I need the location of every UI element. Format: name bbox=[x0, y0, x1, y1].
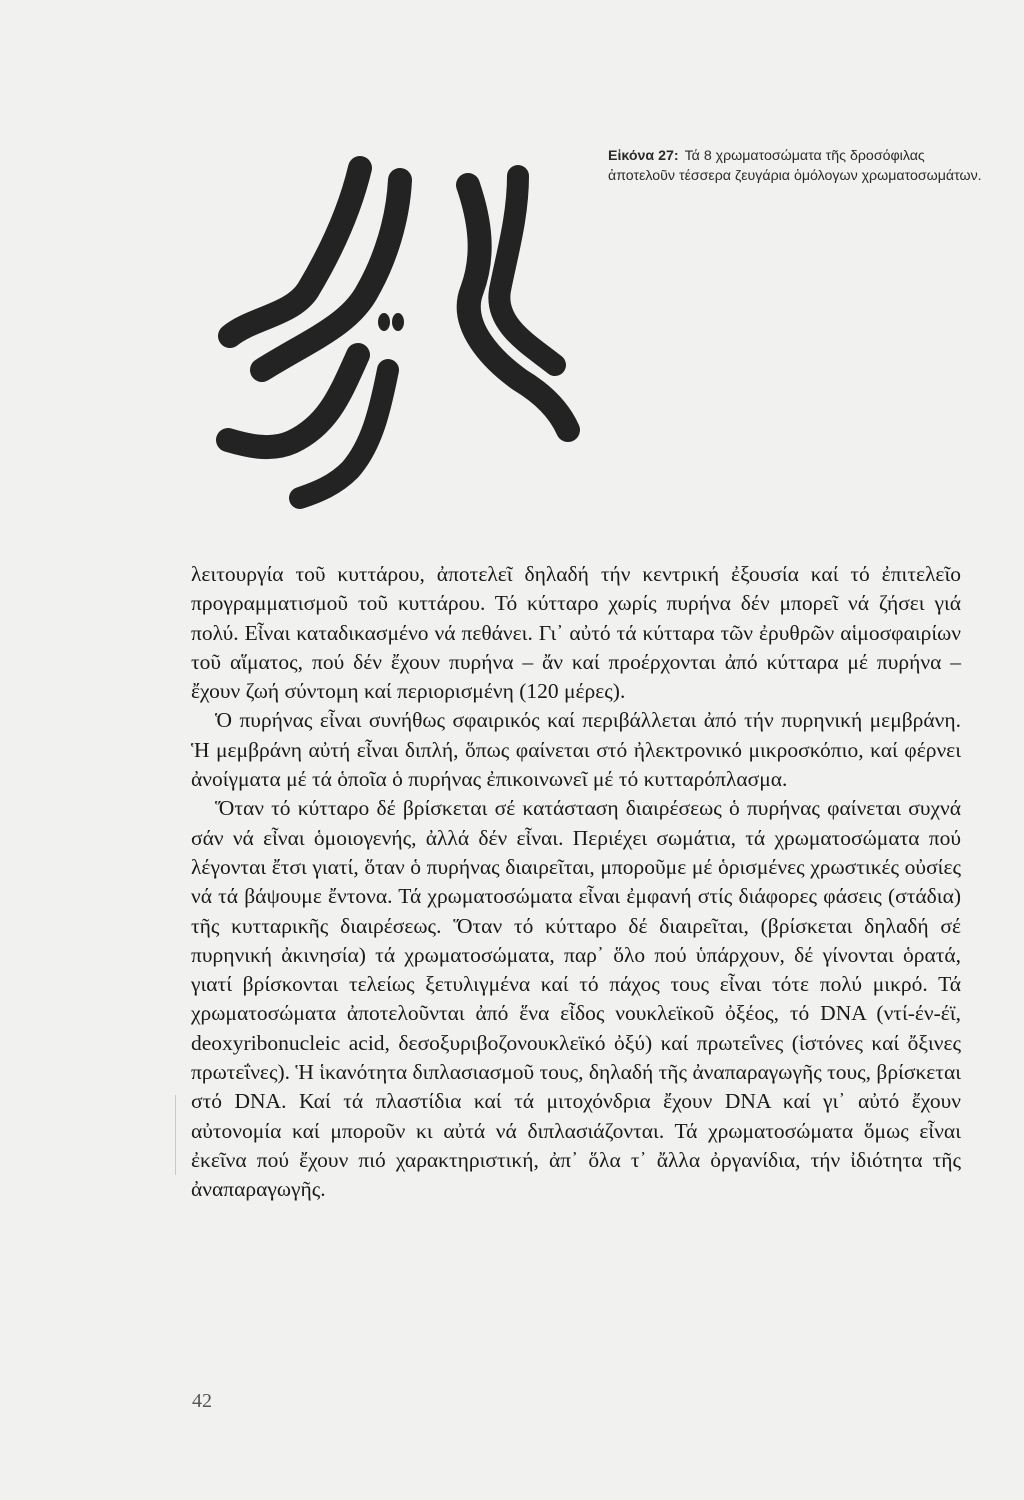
paragraph: Ὁ πυρήνας εἶναι συνήθως σφαιρικός καί περιβάλλεται ἀπό τήν πυρηνική μεμβράνη. Ἡ μεμβράνη αὐτή εἶναι διπλή, ὅπως φαίνεται στό ἠλεκτρονικό μικροσκόπιο, καί φέρνει ἀνοίγματα μέ τά ὁποῖα ὁ πυρήνας ἐπικοινωνεῖ μέ τό κυτταρόπλασμα. bbox=[191, 708, 961, 792]
caption-label: Εἰκόνα 27: bbox=[608, 148, 679, 164]
page-number: 42 bbox=[192, 1390, 212, 1412]
paragraph: λειτουργία τοῦ κυττάρου, ἀποτελεῖ δηλαδή τήν κεντρική ἐξουσία καί τό ἐπιτελεῖο προγραμματισμοῦ τοῦ κυττάρου. Τό κύτταρο χωρίς πυρήνα δέν μπορεῖ νά ζήσει γιά πολύ. Εἶναι καταδικασμένο νά πεθάνει. Γι᾽ αὐτό τά κύτταρα τῶν ἐρυθρῶν αἱμοσφαιρίων τοῦ αἵματος, πού δέν ἔχουν πυρήνα – ἄν καί προέρχονται ἀπό κύτταρα μέ πυρήνα – ἔχουν ζωή σύντομη καί περιορισμένη (120 μέρες). bbox=[191, 562, 961, 704]
body-text bbox=[191, 560, 961, 1205]
chromosome-upper-left-b bbox=[262, 180, 400, 370]
caption-text: Τά 8 χρωματοσώματα τῆς δροσόφιλας ἀποτελοῦν τέσσερα ζευγάρια ὁμόλογων χρωματοσωμάτων. bbox=[608, 148, 982, 184]
paragraph: Ὅταν τό κύτταρο δέ βρίσκεται σέ κατάσταση διαιρέσεως ὁ πυρήνας φαίνεται συχνά σάν νά εἶναι ὁμοιογενής, ἀλλά δέν εἶναι. Περιέχει σωμάτια, τά χρωματοσώματα πού λέγονται ἔτσι γιατί, ὅταν ὁ πυρήνας διαιρεῖται, μποροῦμε μέ ὁρισμένες χρωστικές οὐσίες νά τά βάψουμε ἔντονα. Τά χρωματοσώματα εἶναι ἐμφανή στίς διάφορες φάσεις (στάδια) τῆς κυτταρικῆς διαιρέσεως. Ὅταν τό κύτταρο δέ διαιρεῖται, (βρίσκεται δηλαδή σέ πυρηνική ἀκινησία) τά χρωματοσώματα, παρ᾽ ὅλο πού ὑπάρχουν, δέ γίνονται ὁρατά, γιατί βρίσκονται τελείως ξετυλιγμένα καί τό πάχος τους εἶναι τότε πολύ μικρό. Τά χρωματοσώματα ἀποτελοῦνται ἀπό ἕνα εἶδος νουκλεϊκοῦ ὀξέος, τό DNA (ντί-έν-έϊ, deoxyribonucleic acid, δεσοξυριβοζονουκλεϊκό ὀξύ) καί πρωτεΐνες (ἱστόνες καί ὄξινες πρωτεΐνες). Ἡ ἱκανότητα διπλασιασμοῦ τους, δηλαδή τῆς ἀναπαραγωγῆς τους, βρίσκεται στό DNA. Καί τά πλαστίδια καί τά μιτοχόνδρια ἔχουν DNA καί γι᾽ αὐτό ἔχουν αὐτονομία καί μποροῦν κι αὐτά νά διπλασιάζονται. Τά χρωματοσώματα ὅμως εἶναι ἐκεῖνα πού ἔχουν πιό χαρακτηριστική, ἀπ᾽ ὅλα τ᾽ ἄλλα ὀργανίδια, τήν ἰδιότητα τῆς ἀναπαραγωγῆς. bbox=[191, 796, 961, 1202]
figure-caption bbox=[608, 146, 993, 186]
chromosome-dot-right bbox=[392, 313, 404, 331]
chromosome-lower-left-a bbox=[228, 355, 358, 447]
margin-mark bbox=[175, 1095, 176, 1175]
chromosome-dot-left bbox=[378, 313, 390, 331]
chromosome-figure bbox=[200, 140, 600, 540]
chromosome-upper-right-b bbox=[499, 176, 555, 365]
chromosome-illustration-icon bbox=[200, 140, 600, 540]
